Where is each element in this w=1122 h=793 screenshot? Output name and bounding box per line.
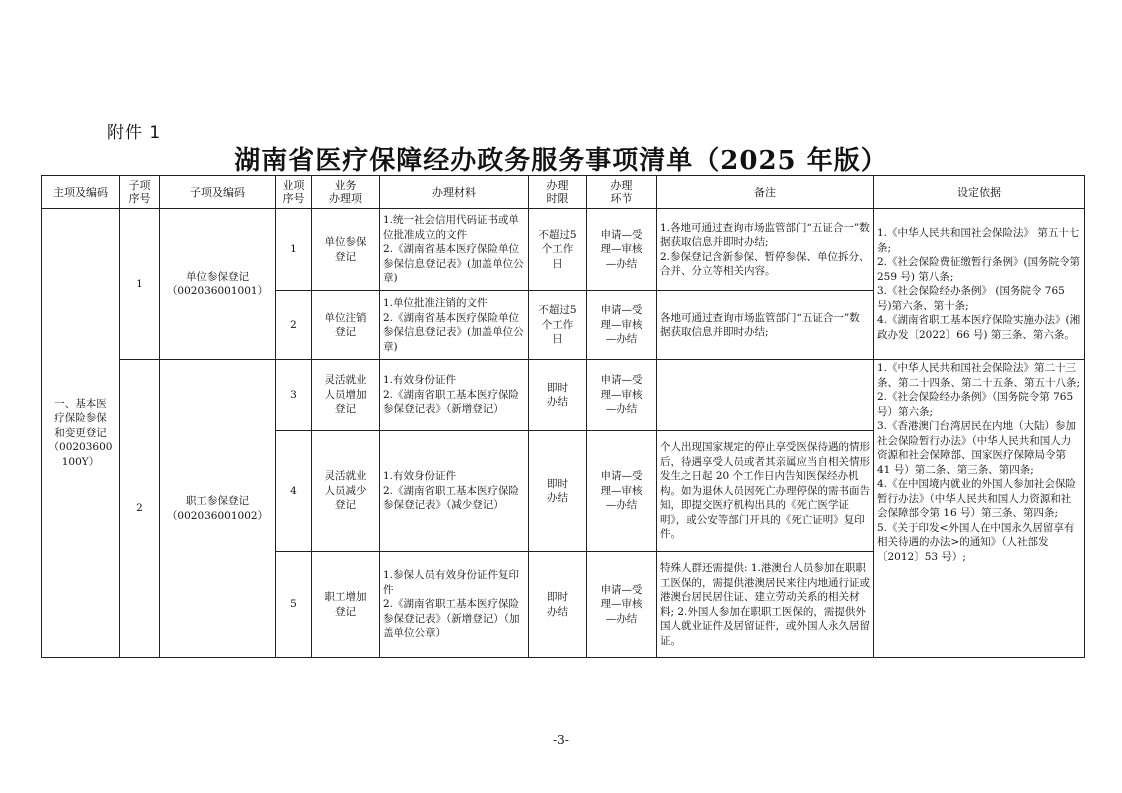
biz-seq-cell: 1 <box>276 209 312 291</box>
table-row <box>42 360 1085 431</box>
time-limit-cell: 即时 办结 <box>529 360 587 431</box>
sub-seq-cell: 1 <box>120 209 160 360</box>
header-process: 办理 环节 <box>587 176 657 209</box>
page-number: -3- <box>553 733 569 747</box>
header-biz-item: 业务 办理项 <box>312 176 380 209</box>
process-cell: 申请—受 理—审核 —办结 <box>587 360 657 431</box>
header-sub-item: 子项及编码 <box>160 176 276 209</box>
header-sub-seq: 子项 序号 <box>120 176 160 209</box>
time-limit-cell: 不超过5 个工作 日 <box>529 291 587 360</box>
service-items-table <box>41 175 1085 658</box>
process-cell: 申请—受 理—审核 —办结 <box>587 552 657 658</box>
table-header-row <box>42 176 1085 209</box>
process-cell: 申请—受 理—审核 —办结 <box>587 291 657 360</box>
sub-item-cell: 职工参保登记 （002036001002） <box>160 360 276 658</box>
sub-seq-cell: 2 <box>120 360 160 658</box>
biz-seq-cell: 4 <box>276 431 312 552</box>
header-time-limit: 办理 时限 <box>529 176 587 209</box>
biz-item-cell: 灵活就业 人员增加 登记 <box>312 360 380 431</box>
materials-cell: 1.有效身份证件 2.《湖南省职工基本医疗保险参保登记表》（新增登记） <box>380 360 529 431</box>
biz-seq-cell: 2 <box>276 291 312 360</box>
remarks-cell <box>657 360 874 431</box>
materials-cell: 1.统一社会信用代码证书或单位批准成立的文件 2.《湖南省基本医疗保险单位参保信息登记表》(加盖单位公章) <box>380 209 529 291</box>
process-cell: 申请—受 理—审核 —办结 <box>587 209 657 291</box>
biz-item-cell: 灵活就业 人员减少 登记 <box>312 431 380 552</box>
header-basis: 设定依据 <box>874 176 1085 209</box>
process-cell: 申请—受 理—审核 —办结 <box>587 431 657 552</box>
biz-item-cell: 单位参保 登记 <box>312 209 380 291</box>
table-row <box>42 209 1085 291</box>
remarks-cell: 各地可通过查询市场监管部门“五证合一”数据获取信息并即时办结; <box>657 291 874 360</box>
time-limit-cell: 不超过5 个工作 日 <box>529 209 587 291</box>
biz-seq-cell: 5 <box>276 552 312 658</box>
remarks-cell: 特殊人群还需提供: 1.港澳台人员参加在职职工医保的，需提供港澳居民来往内地通行证或港澳台居民居住证、建立劳动关系的相关材料; 2.外国人参加在职职工医保的，需提供外国人就业证件及居留证件，或外国人永久居留证。 <box>657 552 874 658</box>
biz-item-cell: 单位注销 登记 <box>312 291 380 360</box>
header-main-item: 主项及编码 <box>42 176 120 209</box>
biz-item-cell: 职工增加 登记 <box>312 552 380 658</box>
materials-cell: 1.有效身份证件 2.《湖南省职工基本医疗保险参保登记表》（减少登记） <box>380 431 529 552</box>
time-limit-cell: 即时 办结 <box>529 552 587 658</box>
main-item-cell: 一、基本医 疗保险参保 和变更登记 （00203600 100Y） <box>42 209 120 658</box>
materials-cell: 1.单位批准注销的文件 2.《湖南省基本医疗保险单位参保信息登记表》(加盖单位公章) <box>380 291 529 360</box>
basis-cell: 1.《中华人民共和国社会保险法》 第五十七条; 2.《社会保险费征缴暂行条例》(国务院令第 259 号) 第八条; 3.《社会保险经办条例》 (国务院令 765 号)第六条、第十条; 4.《湖南省职工基本医疗保险实施办法》(湘政办发〔2022〕66 号) 第三条、第六条。 <box>874 209 1085 360</box>
time-limit-cell: 即时 办结 <box>529 431 587 552</box>
sub-item-cell: 单位参保登记 （002036001001） <box>160 209 276 360</box>
basis-cell: 1.《中华人民共和国社会保险法》第二十三条、第二十四条、第二十五条、第五十八条; 2.《社会保险经办条例》（国务院令第 765 号）第六条; 3.《香港澳门台湾居民在内地（大陆）参加社会保险暂行办法》（中华人民共和国人力资源和社会保障部、国家医疗保障局令第 41 号）第二条、第三条、第四条; 4.《在中国境内就业的外国人参加社会保险暂行办法》（中华人民共和国人力资源和社会保障部令第 16 号）第三条、第四条; 5.《关于印发<外国人在中国永久居留享有相关待遇的办法>的通知》（人社部发〔2012〕53 号）; <box>874 360 1085 658</box>
remarks-cell: 个人出现国家规定的停止享受医保待遇的情形后，待遇享受人员或者其亲属应当自相关情形发生之日起 20 个工作日内告知医保经办机构。如为退休人员因死亡办理停保的需书面告知，即提交医疗机构出具的《死亡医学证明》，或公安等部门开具的《死亡证明》复印件。 <box>657 431 874 552</box>
header-biz-seq: 业项 序号 <box>276 176 312 209</box>
materials-cell: 1.参保人员有效身份证件复印件 2.《湖南省职工基本医疗保险参保登记表》（新增登记）（加盖单位公章） <box>380 552 529 658</box>
attachment-label: 附件 1 <box>107 123 162 143</box>
header-materials: 办理材料 <box>380 176 529 209</box>
page-title: 湖南省医疗保障经办政务服务事项清单（2025 年版） <box>234 146 888 176</box>
remarks-cell: 1.各地可通过查询市场监管部门“五证合一”数据获取信息并即时办结; 2.参保登记含新参保、暂停参保、单位拆分、合并、分立等相关内容。 <box>657 209 874 291</box>
biz-seq-cell: 3 <box>276 360 312 431</box>
header-remarks: 备注 <box>657 176 874 209</box>
